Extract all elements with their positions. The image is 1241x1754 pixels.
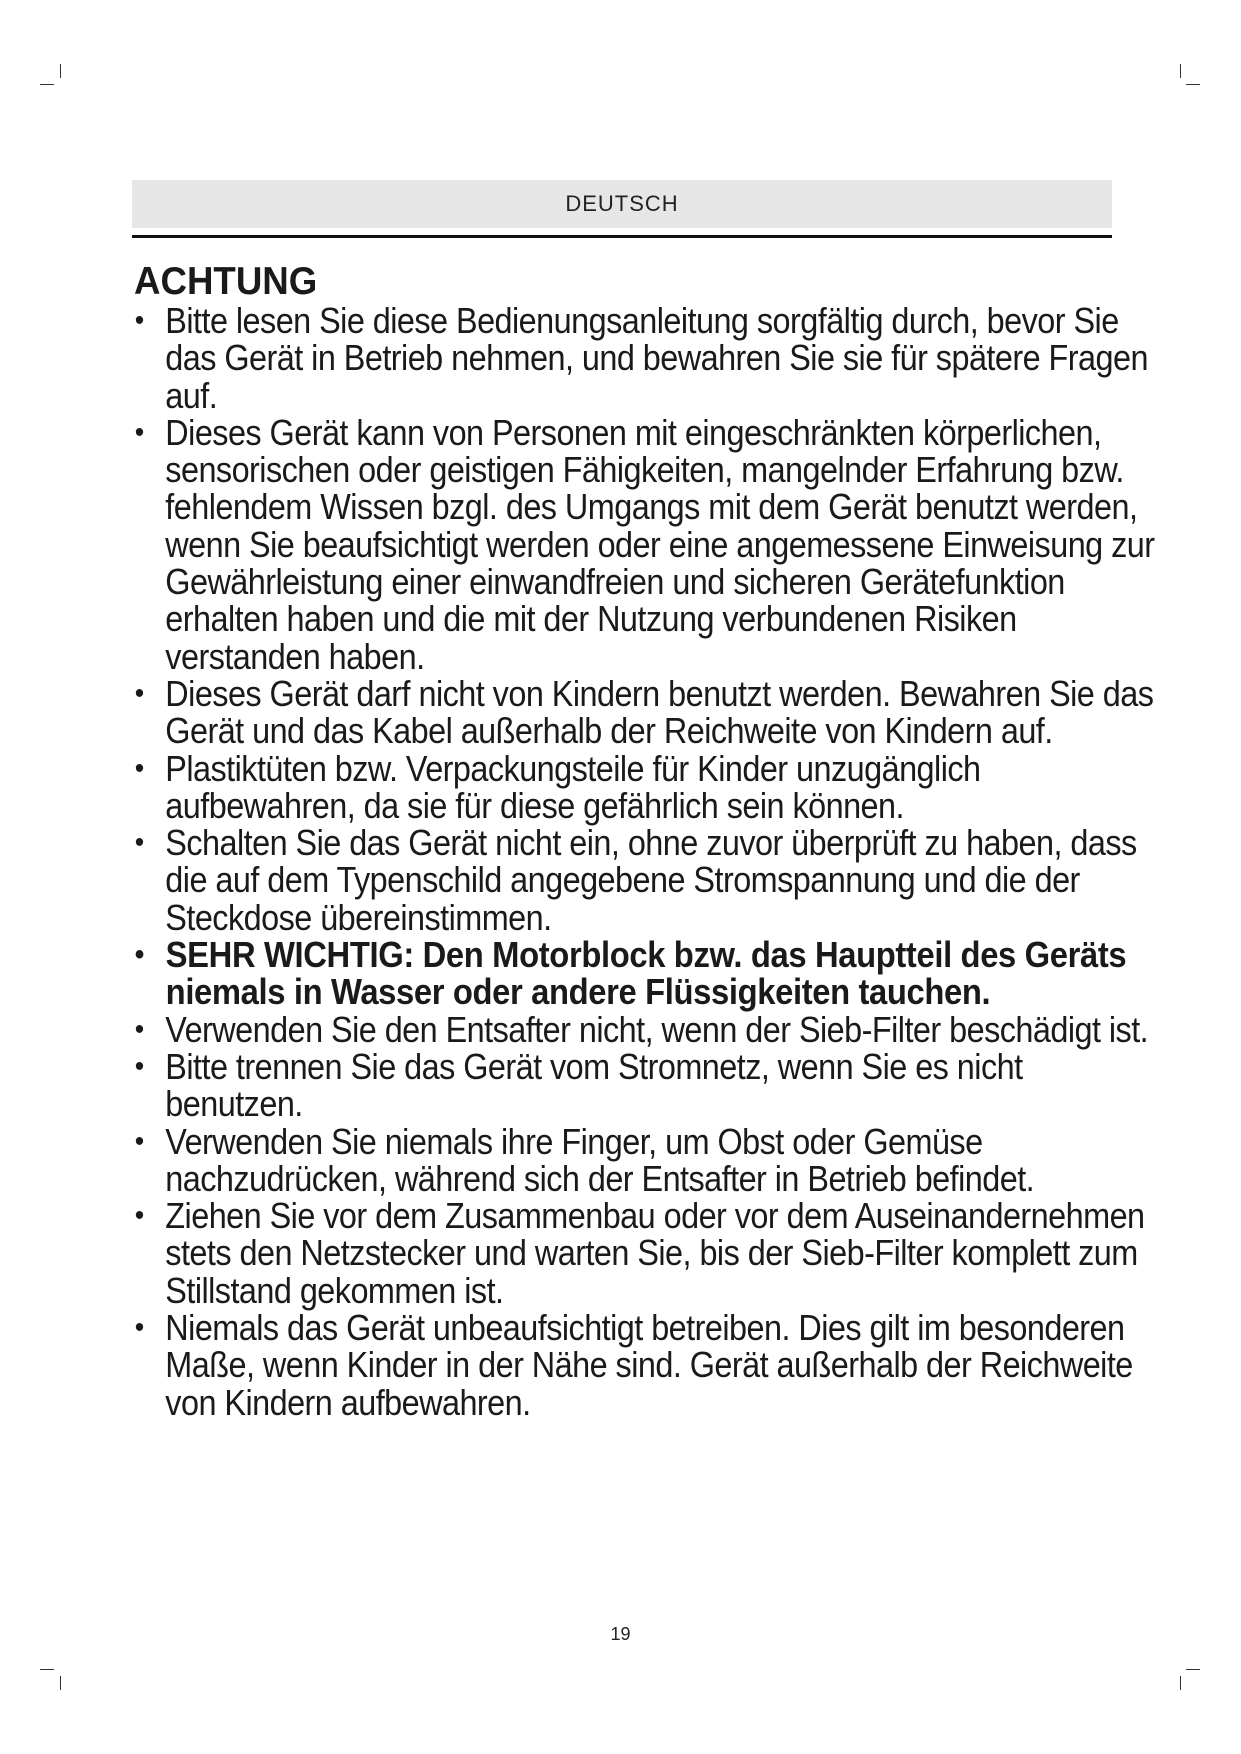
list-item bbox=[132, 1309, 1165, 1421]
list-item-text: Bitte trennen Sie das Gerät vom Stromnetz, wenn Sie es nicht benutzen. bbox=[165, 1045, 1023, 1125]
list-item bbox=[132, 1045, 1165, 1125]
list-item-text: Ziehen Sie vor dem Zusammenbau oder vor dem Auseinandernehmen stets den Netzstecker und warten Sie, bis der Sieb-Filter komplett zum Stillstand gekommen ist. bbox=[165, 1195, 1145, 1311]
crop-mark-bottom-right-v bbox=[1180, 1676, 1181, 1690]
warning-list bbox=[132, 300, 1155, 1423]
crop-mark-bottom-right-h bbox=[1186, 1669, 1200, 1670]
bullet-icon: • bbox=[134, 938, 144, 972]
bullet-icon: • bbox=[134, 1049, 144, 1083]
list-item bbox=[132, 1008, 1165, 1050]
bullet-icon: • bbox=[134, 415, 144, 449]
crop-mark-top-left-v bbox=[60, 64, 61, 78]
bullet-icon: • bbox=[134, 1311, 144, 1345]
bullet-icon: • bbox=[134, 826, 144, 860]
header-divider bbox=[132, 235, 1112, 238]
list-item bbox=[132, 411, 1165, 677]
list-item-text: Dieses Gerät kann von Personen mit eingeschränkten körperlichen, sensorischen oder geistigen Fähigkeiten, mangelnder Erfahrung bzw. fehlendem Wissen bzgl. des Umgangs mit dem Gerät benutzt werden, wenn Sie beaufsichtigt werden oder eine angemessene Einweisung zur Gewährleistung einer einwandfreien und sicheren Gerätefunktion erhalten haben und die mit der Nutzung verbundenen Risiken verstanden haben. bbox=[165, 411, 1155, 677]
list-item-text: Bitte lesen Sie diese Bedienungsanleitung sorgfältig durch, bevor Sie das Gerät in Betrieb nehmen, und bewahren Sie sie für spätere Fragen auf. bbox=[165, 300, 1148, 416]
section-title: ACHTUNG bbox=[134, 260, 318, 303]
language-label: DEUTSCH bbox=[565, 191, 679, 216]
crop-mark-bottom-left-v bbox=[60, 1676, 61, 1690]
list-item-text: Dieses Gerät darf nicht von Kindern benutzt werden. Bewahren Sie das Gerät und das Kabel außerhalb der Reichweite von Kindern auf. bbox=[165, 672, 1154, 752]
list-item bbox=[132, 747, 1165, 826]
list-item bbox=[132, 302, 1165, 414]
bullet-icon: • bbox=[134, 1012, 144, 1046]
page-number: 19 bbox=[610, 1624, 631, 1644]
bullet-icon: • bbox=[134, 1124, 144, 1158]
list-item-text: Plastiktüten bzw. Verpackungsteile für Kinder unzugänglich aufbewahren, da sie für diese gefährlich sein können. bbox=[165, 747, 981, 826]
bullet-icon: • bbox=[134, 676, 144, 710]
crop-mark-bottom-left-h bbox=[40, 1669, 54, 1670]
bullet-icon: • bbox=[134, 751, 144, 785]
crop-mark-top-left-h bbox=[40, 84, 54, 85]
list-item-text: Schalten Sie das Gerät nicht ein, ohne zuvor überprüft zu haben, dass die auf dem Typenschild angegebene Stromspannung und die der Steckdose übereinstimmen. bbox=[165, 822, 1137, 938]
list-item-text: SEHR WICHTIG: Den Motorblock bzw. das Hauptteil des Geräts niemals in Wasser oder andere Flüssigkeiten tauchen. bbox=[165, 934, 1127, 1013]
list-item bbox=[132, 824, 1165, 936]
list-item-text: Verwenden Sie niemals ihre Finger, um Obst oder Gemüse nachzudrücken, während sich der Entsafter in Betrieb befindet. bbox=[165, 1120, 1035, 1199]
crop-mark-top-right-v bbox=[1180, 64, 1181, 78]
bullet-icon: • bbox=[134, 1199, 144, 1233]
list-item-text: Niemals das Gerät unbeaufsichtigt betreiben. Dies gilt im besonderen Maße, wenn Kinder in der Nähe sind. Gerät außerhalb der Reichweite von Kindern aufbewahren. bbox=[165, 1307, 1133, 1423]
list-item-text: Verwenden Sie den Entsafter nicht, wenn der Sieb-Filter beschädigt ist. bbox=[165, 1008, 1149, 1050]
bullet-icon: • bbox=[134, 304, 144, 337]
language-header bbox=[132, 180, 1112, 228]
list-item bbox=[132, 1120, 1165, 1199]
crop-mark-top-right-h bbox=[1186, 84, 1200, 85]
safety-section bbox=[132, 260, 1155, 1423]
list-item bbox=[132, 1197, 1165, 1309]
list-item bbox=[132, 672, 1165, 752]
list-item-important bbox=[132, 936, 1167, 1011]
